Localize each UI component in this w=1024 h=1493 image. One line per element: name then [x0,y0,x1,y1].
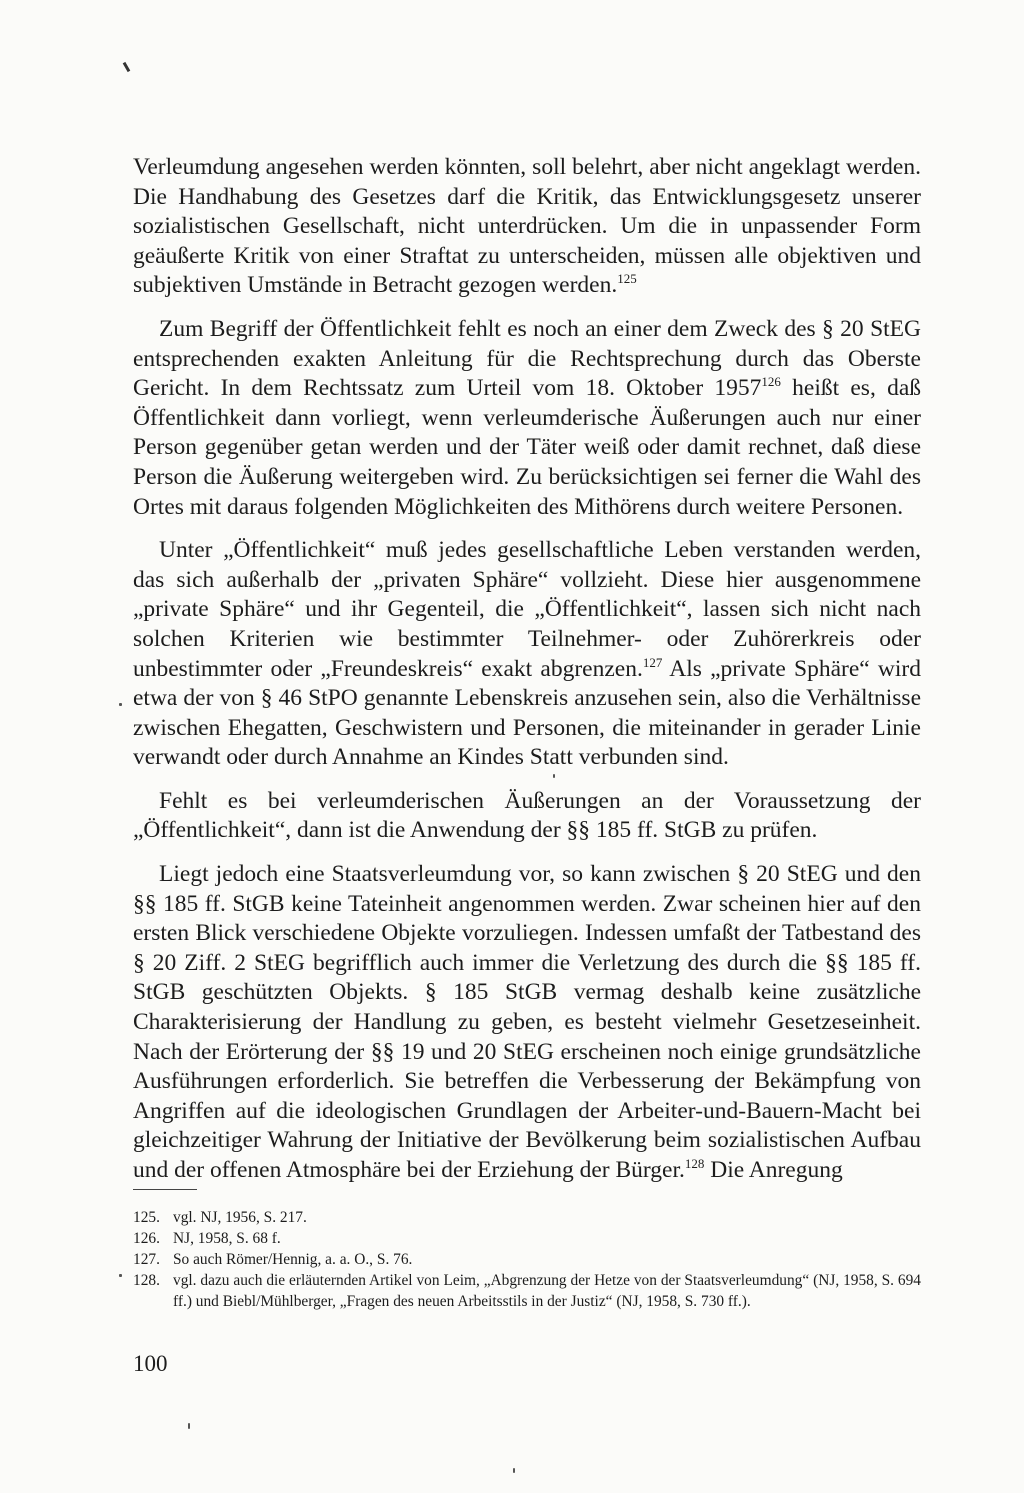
footnote-number: 128. [133,1272,160,1289]
stray-mark [123,62,131,72]
footnote-text: So auch Römer/Hennig, a. a. O., S. 76. [173,1251,413,1268]
footnote-ref-126: 126 [761,374,781,390]
footnote-text: vgl. NJ, 1956, S. 217. [173,1209,307,1226]
page-number: 100 [133,1351,168,1376]
scan-speck [513,1468,515,1473]
paragraph-1: Verleumdung angesehen werden könnten, soll belehrt, aber nicht angeklagt werden. Die Handhabung des Gesetzes darf die Kritik, das Entwicklungsgesetz unserer sozialistischen Gesellschaft, nicht unterdrücken. Um die in unpassender Form geäußerte Kritik von einer Straftat zu unterscheiden, müssen alle objektiven und subjektiven Umstände in Betracht gezogen werden.$^{125}$ [133,154,921,299]
paragraph-3: Unter „Öffentlichkeit“ muß jedes gesellschaftliche Leben verstanden werden, das sich außerhalb der „privaten Sphäre“ vollzieht. Diese hier ausgenommene „private Sphäre“ und ihr Gegenteil, die „Öffentlichkeit“, lassen sich nicht nach solchen Kriterien wie bestimmter Teilnehmer- oder Zuhörerkreis oder unbestimmter oder „Freundeskreis“ exakt abgrenzen.$^{127}$ Als „private Sphäre“ wird etwa der von § 46 StPO genannte Lebenskreis anzusehen sein, also die Verhältnisse zwischen Ehegatten, Geschwistern und Personen, die miteinander in gerader Linie verwandt oder durch Annahme an Kindes Statt verbunden sind. [133,537,921,771]
footnote-125 [133,1207,921,1228]
scan-speck [119,703,122,706]
footnote-text: NJ, 1958, S. 68 f. [173,1230,281,1247]
paragraph-5: Liegt jedoch eine Staatsverleumdung vor, so kann zwischen § 20 StEG und den §§ 185 ff. StGB keine Tateinheit angenommen werden. Zwar scheinen hier auf den ersten Blick verschiedene Objekte vorzuliegen. Indessen umfaßt der Tatbestand des § 20 Ziff. 2 StEG begrifflich auch immer die Verletzung des durch die §§ 185 ff. StGB geschützten Objekts. § 185 StGB vermag deshalb keine zusätzliche Charakterisierung der Handlung zu geben, es besteht vielmehr Gesetzeseinheit. Nach der Erörterung der §§ 19 und 20 StEG erscheinen noch einige grundsätzliche Ausführungen erforderlich. Sie betreffen die Verbesserung der Bekämpfung von Angriffen auf die ideologischen Grundlagen der Arbeiter-und-Bauern-Macht bei gleichzeitiger Wahrung der Initiative der Bevölkerung beim sozialistischen Aufbau und der offenen Atmosphäre bei der Erziehung der Bürger.$^{128}$ Die Anregung [133,861,921,1183]
scan-speck [188,1423,190,1429]
footnote-ref-128: 128 [684,1156,705,1171]
scan-speck [119,1274,122,1277]
paragraph-2: Zum Begriff der Öffentlichkeit fehlt es noch an einer dem Zweck des § 20 StEG entsprechenden exakten Anleitung für die Rechtsprechung durch das Oberste Gericht. In dem Rechtssatz zum Urteil vom 18. Oktober 1957$^{126}$ heißt es, daß Öffentlichkeit dann vorliegt, wenn verleumderische Äußerungen auch nur einer Person gegenüber getan werden und der Täter weiß oder damit rechnet, daß diese Person die Äußerung weitergeben wird. Zu berücksichtigen sei ferner die Wahl des Ortes mit daraus folgenden Möglichkeiten des Mithörens durch weitere Personen. [133,315,921,520]
footnotes [133,1207,921,1312]
footnote-127 [133,1249,921,1270]
footnote-ref-127: 127 [642,654,663,670]
body-text [133,153,921,1200]
footnote-text: vgl. dazu auch die erläuternden Artikel von Leim, „Abgrenzung der Hetze von der Staatsverleumdung“ (NJ, 1958, S. 694 ff.) und Biebl/Mühlberger, „Fragen des neuen Arbeitsstils in der Justiz“ (NJ, 1958, S. 730 ff.). [173,1272,921,1310]
footnote-number: 125. [133,1209,160,1226]
footnote-126 [133,1228,921,1249]
footnote-divider [133,1189,197,1190]
footnote-128 [133,1270,921,1312]
footnote-ref-125: 125 [617,271,637,287]
footnote-number: 127. [133,1251,160,1268]
footnote-number: 126. [133,1230,160,1247]
scan-speck [553,774,555,778]
paragraph-4: Fehlt es bei verleumderischen Äußerungen an der Voraussetzung der „Öffentlichkeit“, dann ist die Anwendung der §§ 185 ff. StGB zu prüfen. [133,787,921,844]
